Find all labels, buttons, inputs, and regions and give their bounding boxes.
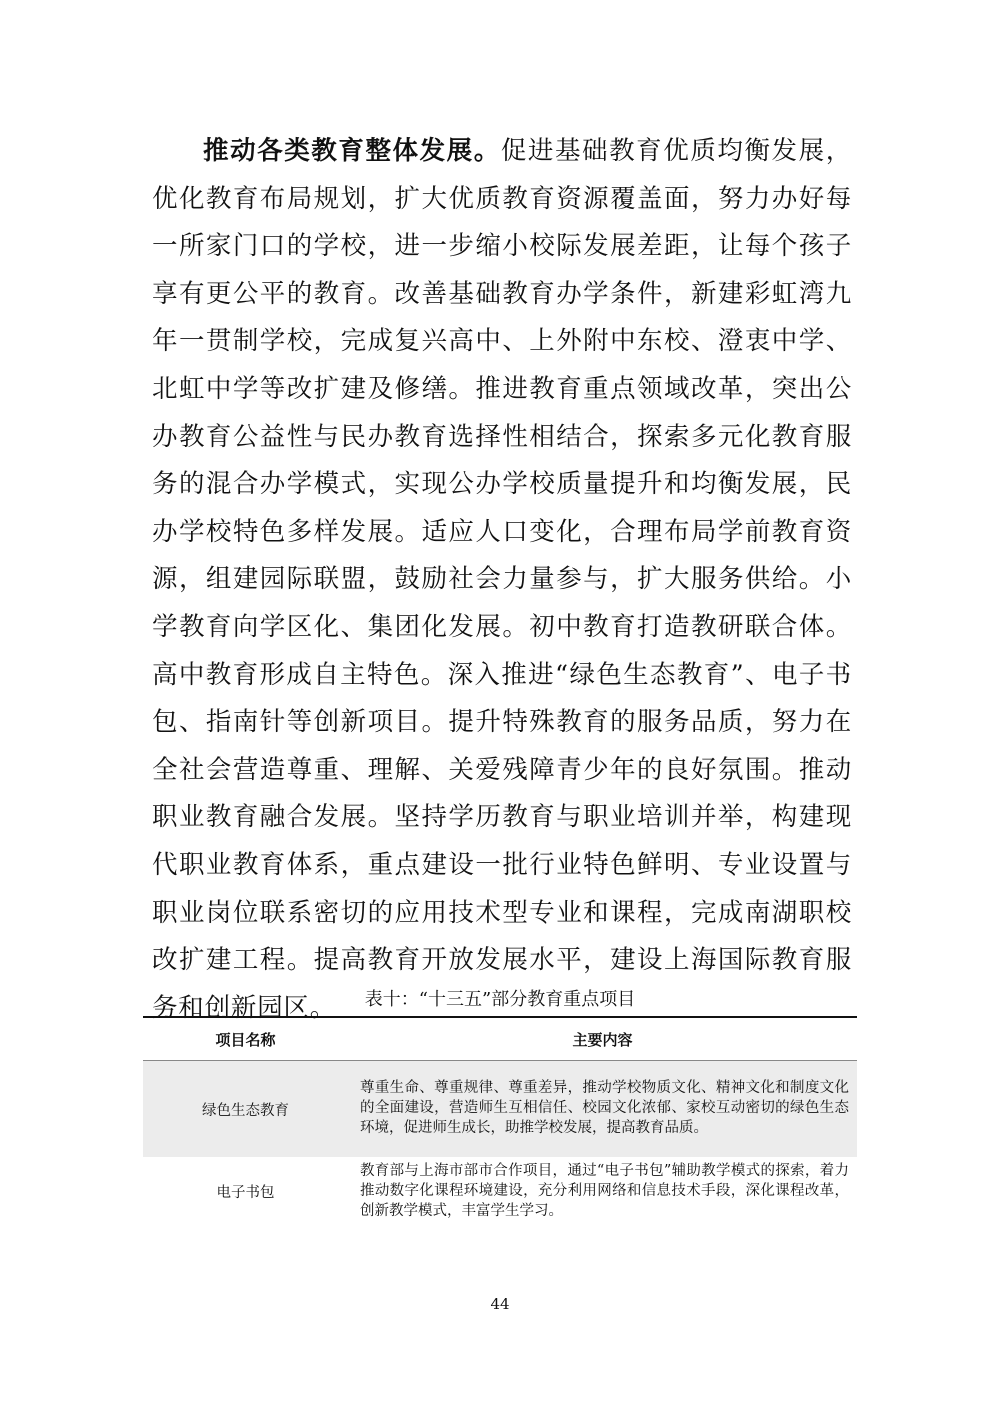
table-caption: 表十：“十三五”部分教育重点项目: [364, 989, 636, 1010]
project-name-cell: 电子书包: [216, 1185, 275, 1201]
column-header-content: 主要内容: [572, 1030, 633, 1049]
paragraph-body: 促进基础教育优质均衡发展，优化教育布局规划，扩大优质教育资源覆盖面，努力办好每一所家门口的学校，进一步缩小校际发展差距，让每个孩子享有更公平的教育。改善基础教育办学条件，新建彩虹湾九年一贯制学校，完成复兴高中、上外附中东校、澄衷中学、北虹中学等改扩建及修缮。推进教育重点领域改革，突出公办教育公益性与民办教育选择性相结合，探索多元化教育服务的混合办学模式，实现公办学校质量提升和均衡发展，民办学校特色多样发展。适应人口变化，合理布局学前教育资源，组建园际联盟，鼓励社会力量参与，扩大服务供给。小学教育向学区化、集团化发展。初中教育打造教研联合体。高中教育形成自主特色。深入推进“绿色生态教育”、电子书包、指南针等创新项目。提升特殊教育的服务品质，努力在全社会营造尊重、理解、关爱残障青少年的良好氛围。推动职业教育融合发展。坚持学历教育与职业培训并举，构建现代职业教育体系，重点建设一批行业特色鲜明、专业设置与职业岗位联系密切的应用技术型专业和课程，完成南湖职校改扩建工程。提高教育开放发展水平，建设上海国际教育服务和创新园区。: [152, 136, 852, 1023]
paragraph-lead: 推动各类教育整体发展。: [203, 136, 501, 166]
table-header-row: [143, 1018, 857, 1061]
project-name-cell: 绿色生态教育: [202, 1102, 289, 1119]
table-row: [143, 1061, 857, 1157]
projects-table: [143, 1016, 857, 1231]
body-paragraph: [152, 128, 852, 1032]
project-content-cell: 教育部与上海市部市合作项目，通过“电子书包”辅助教学模式的探索，着力推动数字化课程环境建设，充分利用网络和信息技术手段，深化课程改革，创新教学模式，丰富学生学习。: [360, 1163, 849, 1219]
project-content-cell: 尊重生命、尊重规律、尊重差异，推动学校物质文化、精神文化和制度文化的全面建设，营造师生互相信任、校园文化浓郁、家校互动密切的绿色生态环境，促进师生成长，助推学校发展，提高教育品质。: [360, 1080, 849, 1136]
page-number: 44: [490, 1295, 510, 1313]
table-row: [143, 1157, 857, 1231]
column-header-name: 项目名称: [215, 1030, 276, 1049]
